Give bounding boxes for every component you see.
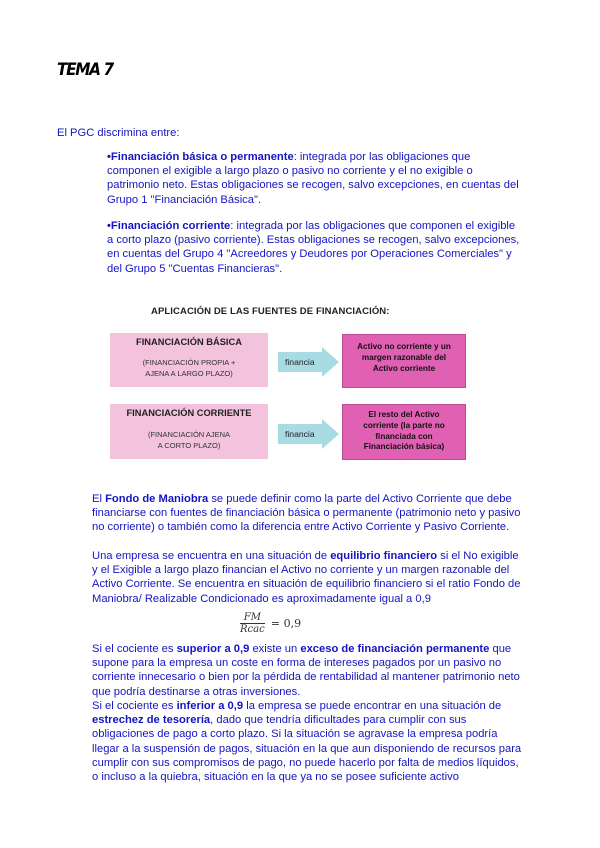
term: superior a 0,9 — [176, 643, 250, 655]
box-resto-activo — [342, 404, 466, 460]
bullet-term: •Financiación básica o permanente — [107, 151, 294, 163]
paragraph-equilibrio — [92, 549, 522, 606]
paragraph-fondo-maniobra — [92, 492, 522, 535]
box-line: Financiación básica) — [363, 442, 445, 452]
box-line: El resto del Activo — [368, 410, 440, 419]
box-sub: (FINANCIACIÓN AJENA — [147, 430, 231, 439]
formula-numerator: FM — [240, 612, 265, 624]
bullet-text: : integrada por las obligaciones que componen el exigible a corto plazo (pasivo corriente). Estas obligaciones se recogen, salvo excepciones, en cuentas del Grupo 4 "Acreedores y Deudores por Operaciones Comerciales" y del Grupo 5 "Cuentas Financieras". — [107, 220, 520, 275]
box-line: margen razonable del — [361, 352, 447, 362]
term: exceso de financiación permanente — [300, 643, 490, 655]
page-title: TEMA 7 — [57, 60, 113, 80]
box-activo-no-corriente — [342, 334, 466, 388]
text: Si el cociente es — [92, 700, 177, 712]
text: Una empresa se encuentra en una situación de — [92, 550, 331, 562]
text: Si el cociente es — [92, 643, 177, 655]
box-line: financiada con — [375, 431, 433, 441]
bullet-corriente — [107, 219, 522, 276]
text: existe un — [249, 643, 301, 655]
box-title: FINANCIACIÓN CORRIENTE — [126, 408, 252, 418]
term: estrechez de tesorería — [92, 714, 211, 727]
arrow-label: financia — [285, 429, 315, 439]
term: inferior a 0,9 — [176, 700, 244, 712]
box-financiacion-basica — [110, 333, 268, 387]
formula-rest: = 0,9 — [270, 617, 302, 630]
text: que supone para la empresa un coste en forma de intereses pagados por un pasivo no corriente innecesario o bien por la pérdida de rentabilidad al mantener patrimonio neto que podría destinarse a otras inversiones. — [92, 643, 520, 698]
text: la empresa se puede encontrar en una situación de — [243, 700, 502, 712]
term: Fondo de Maniobra — [105, 493, 209, 505]
bullet-basica — [107, 150, 522, 207]
text: si el No exigible y el Exigible a largo plazo financian el Activo no corriente y un margen razonable del Activo Corriente. Se encuentra en situación de equilibrio financiero si el ratio Fondo de Maniobra/ Realizable Condicionado es aproximadamente igual a 0,9 — [92, 550, 521, 605]
diagram-title: APLICACIÓN DE LAS FUENTES DE FINANCIACIÓN: — [151, 306, 390, 317]
arrow-label: financia — [285, 357, 315, 367]
intro-text: El PGC discrimina entre: — [57, 127, 180, 139]
formula — [240, 612, 301, 635]
paragraph-inferior — [92, 699, 522, 784]
bullet-text: : integrada por las obligaciones que componen el exigible a largo plazo o pasivo no corriente y el no exigible o patrimonio neto. Estas obligaciones se recogen, salvo excepciones, en cuentas del Grupo 1 "Financiación Básica". — [107, 151, 519, 206]
bullet-term: •Financiación corriente — [107, 220, 231, 232]
text: se puede definir como la parte del Activo Corriente que debe financiarse con fuentes de financiación básica o permanente (patrimonio neto y pasivo no corriente) o también como la diferencia entre Activo Corriente y Pasivo Corriente. — [92, 493, 521, 534]
term: equilibrio financiero — [330, 550, 438, 562]
box-title: FINANCIACIÓN BÁSICA — [136, 337, 242, 347]
box-sub: AJENA A LARGO PLAZO) — [145, 369, 233, 378]
box-line: Activo no corriente y un — [357, 342, 451, 351]
box-financiacion-corriente — [110, 404, 268, 459]
box-line: corriente (la parte no — [363, 420, 445, 430]
text: El — [92, 493, 106, 505]
box-sub: A CORTO PLAZO) — [157, 441, 221, 450]
box-line: Activo corriente — [372, 363, 436, 373]
box-sub: (FINANCIACIÓN PROPIA + — [142, 358, 236, 367]
text: , dado que tendría dificultades para cumplir con sus obligaciones de pago a corto plazo. Si la situación se agravase la empresa podría llegar a la suspensión de pagos, situación en la que aun disponiendo de recursos para cumplir con sus compromisos de pago, no puede hacerlo por falta de medios líquidos, o incluso a la quiebra, situación en la que ya no se posee suficiente activo — [92, 714, 522, 784]
paragraph-superior — [92, 642, 522, 699]
formula-denominator: Rcac — [240, 624, 265, 635]
